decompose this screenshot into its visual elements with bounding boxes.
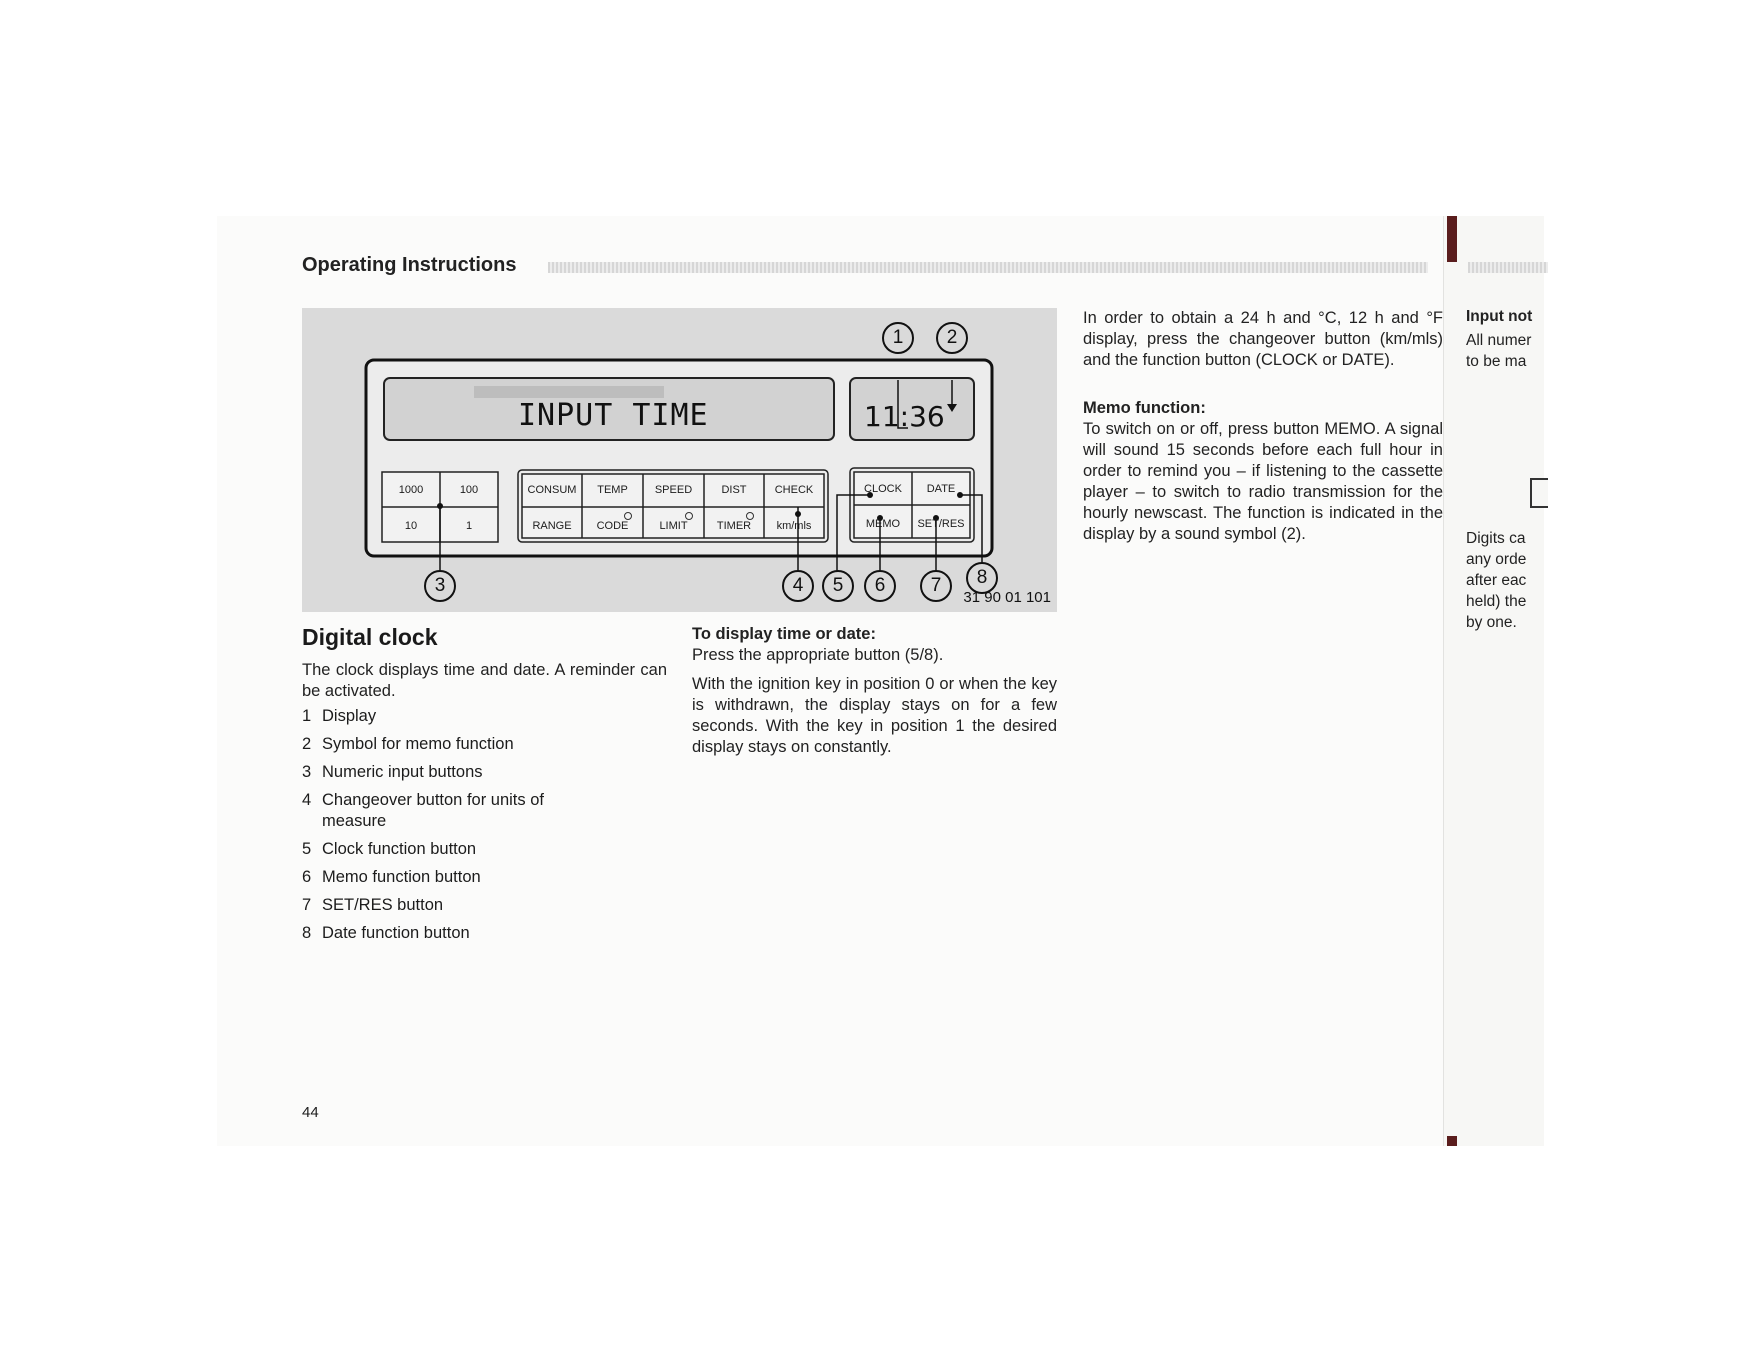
next-page-line: any orde	[1466, 551, 1527, 568]
button-check: CHECK	[774, 484, 814, 496]
callout-3: 3	[424, 570, 456, 602]
display-instruction: Press the appropriate button (5/8).	[692, 646, 944, 664]
button-1: 1	[465, 520, 473, 532]
button-temp: TEMP	[597, 484, 628, 496]
callout-1: 1	[882, 322, 914, 354]
button-speed: SPEED	[654, 484, 693, 496]
button-dist: DIST	[721, 484, 747, 496]
next-page-line: All numer	[1466, 332, 1532, 349]
button-set-res: SET/RES	[917, 518, 965, 530]
next-page-line: to be ma	[1466, 353, 1527, 370]
binding-mark-top	[1447, 216, 1457, 262]
clock-display-text: 11:36	[864, 400, 945, 433]
ignition-paragraph: With the ignition key in position 0 or when the key is withdrawn, the display stays on for a few seconds. With the key in position 1 the desired display stays on constantly.	[692, 675, 1057, 756]
list-item: 1 Display	[302, 707, 377, 725]
page-number: 44	[302, 1104, 319, 1121]
memo-paragraph: To switch on or off, press button MEMO. A signal will sound 15 seconds before each full hour in order to remind you – if listening to the cassette player – to switch to radio transmission for the hourly newscast. The function is indicated in the display by a sound symbol (2).	[1083, 420, 1443, 543]
button-100: 100	[459, 484, 479, 496]
main-display-text: INPUT TIME	[518, 398, 709, 433]
figure-code: 31 90 01 101	[963, 589, 1051, 606]
callout-7: 7	[920, 570, 952, 602]
button-1000: 1000	[398, 484, 424, 496]
section-header: Operating Instructions	[302, 254, 517, 276]
header-rule	[548, 262, 1428, 273]
next-page-header-rule	[1468, 262, 1548, 273]
next-page-line: by one.	[1466, 614, 1517, 631]
section-title: Digital clock	[302, 624, 438, 650]
button-clock: CLOCK	[864, 483, 902, 495]
list-item: 6 Memo function button	[302, 868, 481, 886]
button-10: 10	[404, 520, 418, 532]
button-date: DATE	[926, 483, 956, 495]
button-memo: MEMO	[865, 518, 901, 530]
clock-panel-figure	[302, 308, 1057, 612]
next-page-line: Digits ca	[1466, 530, 1526, 547]
callout-2: 2	[936, 322, 968, 354]
button-timer: TIMER	[716, 520, 752, 532]
button-range: RANGE	[532, 520, 572, 532]
button-consum: CONSUM	[527, 484, 577, 496]
next-page-line: held) the	[1466, 593, 1527, 610]
intro-paragraph: The clock displays time and date. A reminder can be activated.	[302, 661, 667, 700]
button-km-mls: km/mls	[776, 520, 812, 532]
list-item: 2 Symbol for memo function	[302, 735, 514, 753]
list-item: 7 SET/RES button	[302, 896, 444, 914]
next-page-line: after eac	[1466, 572, 1527, 589]
memo-heading: Memo function:	[1083, 399, 1206, 417]
changeover-paragraph: In order to obtain a 24 h and °C, 12 h and °F display, press the changeover button (km/mls) and the function button (CLOCK or DATE).	[1083, 309, 1443, 369]
button-code: CODE	[596, 520, 629, 532]
callout-5: 5	[822, 570, 854, 602]
panel-illustration	[302, 308, 1057, 612]
legend-list	[302, 706, 642, 951]
list-item: 5 Clock function button	[302, 840, 477, 858]
callout-8: 8	[966, 562, 998, 594]
button-limit: LIMIT	[659, 520, 688, 532]
display-heading: To display time or date:	[692, 625, 876, 643]
list-item: 4 Changeover button for units of measure	[302, 791, 544, 830]
binding-mark-bottom	[1447, 1136, 1457, 1146]
list-item: 8 Date function button	[302, 924, 470, 942]
callout-6: 6	[864, 570, 896, 602]
info-icon	[1530, 478, 1548, 508]
list-item: 3 Numeric input buttons	[302, 763, 483, 781]
callout-4: 4	[782, 570, 814, 602]
next-page-heading: Input not	[1466, 308, 1533, 325]
